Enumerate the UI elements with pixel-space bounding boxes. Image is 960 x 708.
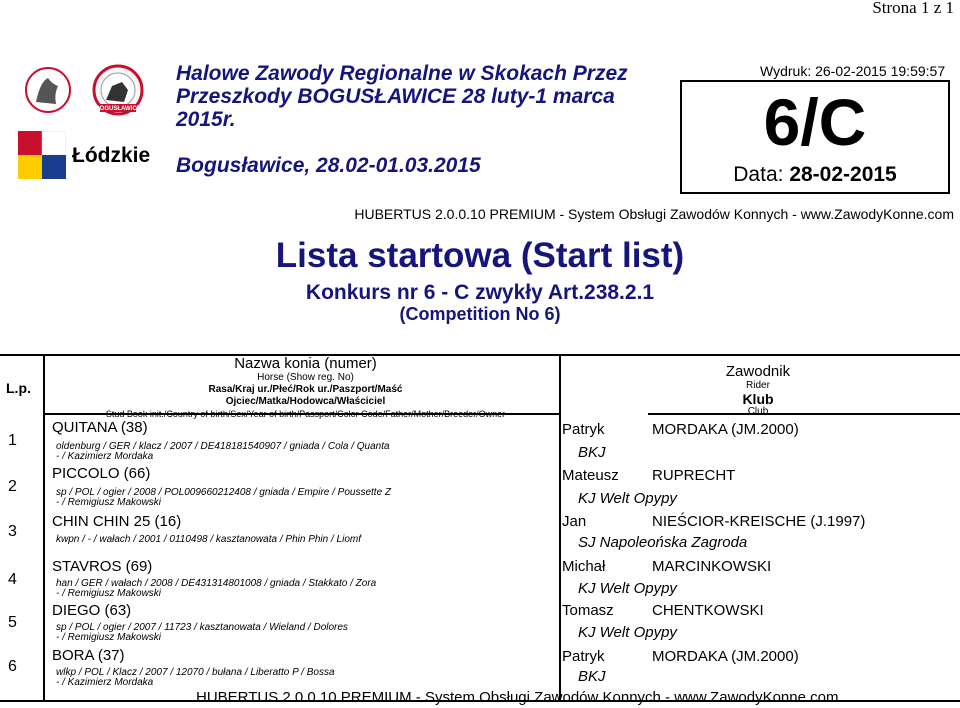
header-horse-line3: Rasa/Kraj ur./Płeć/Rok ur./Paszport/Maść: [208, 384, 403, 395]
rider-last-name: MORDAKA (JM.2000): [652, 421, 799, 438]
entry-number: 2: [8, 478, 17, 495]
entry-number: 3: [8, 523, 17, 540]
rider-first-name: Tomasz: [562, 602, 614, 619]
horse-name: BORA (37): [52, 647, 125, 664]
header-rider-line2: Rider: [746, 380, 770, 391]
horse-details: wlkp / POL / Klacz / 2007 / 12070 / bułana / Liberatto P / Bossa: [56, 667, 335, 678]
rider-last-name: MARCINKOWSKI: [652, 558, 772, 575]
header-horse: [48, 356, 563, 420]
header-horse-line4: Ojciec/Matka/Hodowca/Właściciel: [225, 396, 386, 407]
entry-number: 5: [8, 614, 17, 631]
competition-date-label: Data:: [733, 163, 784, 186]
horse-owner: - / Remigiusz Makowski: [56, 497, 162, 508]
rider-last-name: CHENTKOWSKI: [652, 602, 764, 619]
header-horse-line1: Nazwa konia (numer): [234, 355, 377, 372]
start-list-title: Lista startowa (Start list): [275, 236, 685, 275]
software-credit-top: HUBERTUS 2.0.0.10 PREMIUM - System Obsługi Zawodów Konnych - www.ZawodyKonne.com: [354, 206, 954, 222]
horse-name: PICCOLO (66): [52, 465, 151, 482]
lodzkie-emblem-icon: [18, 131, 66, 181]
horse-owner: - / Remigiusz Makowski: [56, 588, 162, 599]
svg-text:BOGUSŁAWICE: BOGUSŁAWICE: [95, 106, 141, 112]
entry-number: 1: [8, 432, 17, 449]
rider-first-name: Patryk: [562, 421, 605, 438]
rider-first-name: Patryk: [562, 648, 605, 665]
rider-last-name: RUPRECHT: [652, 467, 736, 484]
rider-club: KJ Welt Opypy: [578, 580, 677, 597]
horse-owner: - / Remigiusz Makowski: [56, 632, 162, 643]
print-timestamp: Wydruk: 26-02-2015 19:59:57: [760, 63, 946, 79]
rider-last-name: NIEŚCIOR-KREISCHE (J.1997): [652, 513, 866, 530]
horse-details: sp / POL / ogier / 2008 / POL009660212408 / gniada / Empire / Poussette Z: [56, 487, 392, 498]
event-title: Halowe Zawody Regionalne w Skokach Przez Przeszkody BOGUSŁAWICE 28 luty-1 marca 2015r.: [176, 62, 628, 131]
horse-owner: - / Kazimierz Mordaka: [56, 677, 154, 688]
header-horse-line5: Stud Book init./Country of birth/Sex/Year of birth/Passport/Color Code/Father/Mother/Breeder/Owner: [105, 409, 506, 419]
header-horse-line2: Horse (Show reg. No): [257, 372, 354, 383]
software-credit-bottom: HUBERTUS 2.0.0.10 PREMIUM - System Obsługi Zawodów Konnych - www.ZawodyKonne.com: [196, 689, 839, 706]
horse-details: sp / POL / ogier / 2007 / 11723 / kasztanowata / Wieland / Dolores: [56, 622, 348, 633]
horse-name: STAVROS (69): [52, 558, 153, 575]
page-number-label: Strona 1 z 1: [872, 0, 954, 17]
entry-number: 6: [8, 658, 17, 675]
entry-number: 4: [8, 571, 17, 588]
rider-club: KJ Welt Opypy: [578, 624, 677, 641]
horse-details: kwpn / - / wałach / 2001 / 0110498 / kasztanowata / Phin Phin / Liomf: [56, 534, 361, 545]
horse-name: QUITANA (38): [52, 419, 148, 436]
rider-club: BKJ: [578, 668, 606, 685]
rider-last-name: MORDAKA (JM.2000): [652, 648, 799, 665]
header-lp: L.p.: [6, 380, 31, 396]
region-logo: [18, 131, 66, 186]
competition-code: 6/C: [763, 85, 867, 159]
event-place-date: Bogusławice, 28.02-01.03.2015: [176, 154, 481, 177]
competition-subtitle: (Competition No 6): [399, 304, 561, 324]
horse-details: oldenburg / GER / klacz / 2007 / DE418181540907 / gniada / Cola / Quanta: [56, 441, 390, 452]
competition-date-value: 28-02-2015: [789, 163, 897, 186]
horse-details: han / GER / wałach / 2008 / DE431314801008 / gniada / Stakkato / Zora: [56, 578, 377, 589]
header-rider: [648, 364, 868, 418]
rider-club: KJ Welt Opypy: [578, 490, 677, 507]
horse-owner: - / Kazimierz Mordaka: [56, 451, 154, 462]
rider-club: SJ Napoleońska Zagroda: [578, 534, 748, 551]
column-divider: [43, 354, 45, 702]
horse-name: DIEGO (63): [52, 602, 132, 619]
header-rider-line1: Zawodnik: [725, 363, 791, 380]
rider-first-name: Michał: [562, 558, 606, 575]
header-rider-line4: Club: [747, 406, 769, 417]
region-logo-text: Łódzkie: [72, 144, 151, 167]
rider-first-name: Mateusz: [562, 467, 619, 484]
header-rider-line3: Klub: [742, 391, 774, 407]
competition-name: Konkurs nr 6 - C zwykły Art.238.2.1: [305, 281, 655, 304]
competition-date: [680, 163, 950, 187]
horse-name: CHIN CHIN 25 (16): [52, 513, 182, 530]
rider-first-name: Jan: [562, 513, 587, 530]
rider-club: BKJ: [578, 444, 606, 461]
